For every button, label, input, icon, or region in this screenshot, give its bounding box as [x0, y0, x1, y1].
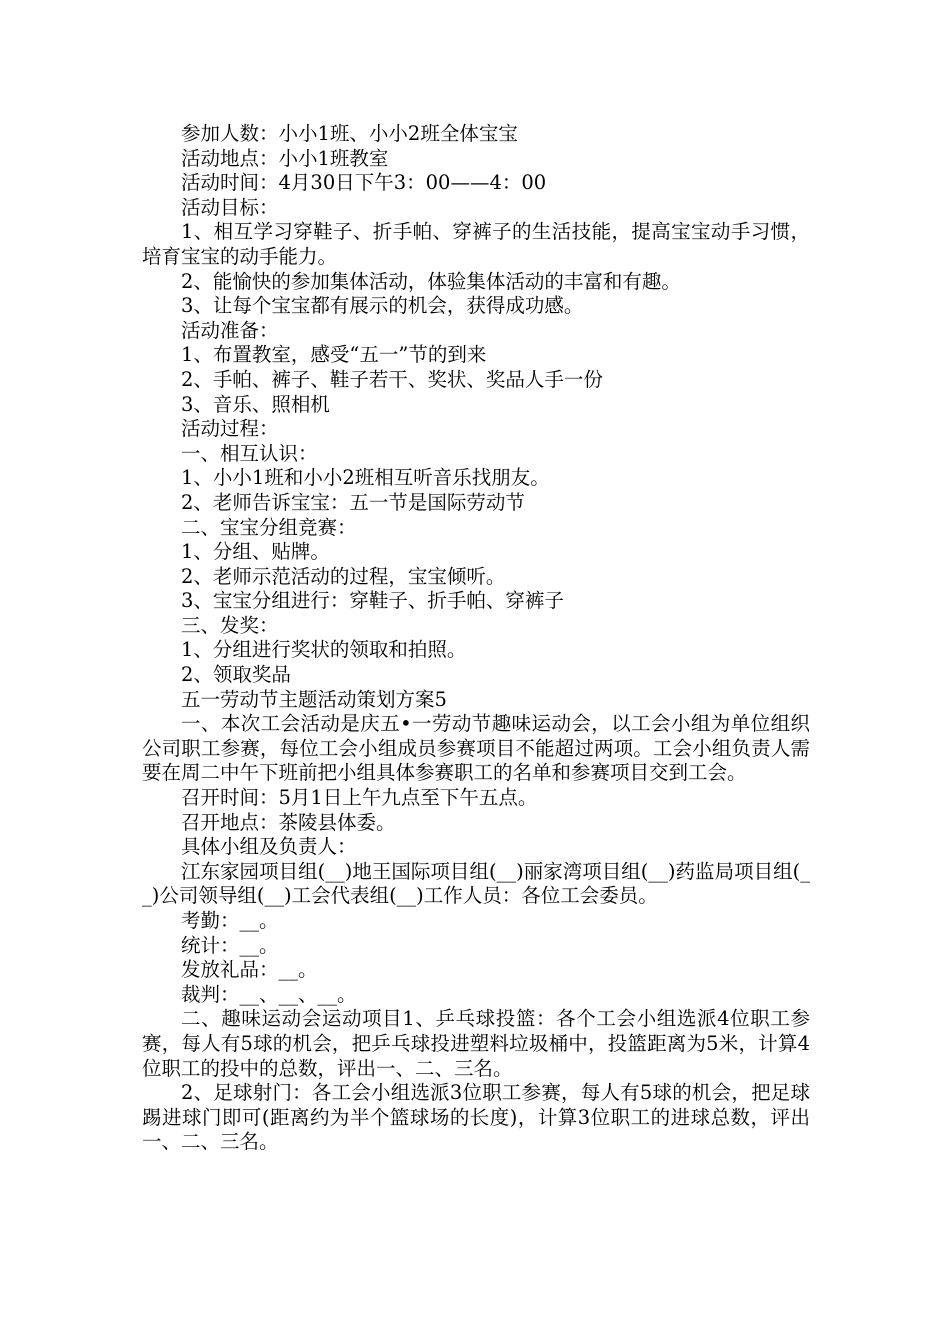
paragraph: 二、宝宝分组竞赛： — [181, 515, 357, 539]
paragraph: 参加人数：小小1班、小小2班全体宝宝 — [181, 122, 518, 145]
paragraph: 2、手帕、裤子、鞋子若干、奖状、奖品人手一份 — [181, 367, 603, 391]
paragraph: 3、宝宝分组进行：穿鞋子、折手帕、穿裤子 — [181, 589, 564, 613]
paragraph: 1、布置教室，感受“五一”节的到来 — [181, 343, 487, 367]
paragraph: 考勤：__。 — [181, 909, 279, 932]
paragraph: 活动准备： — [181, 318, 279, 342]
paragraph: 三、发奖： — [181, 613, 279, 637]
paragraph: 3、让每个宝宝都有展示的机会，获得成功感。 — [181, 294, 584, 318]
paragraph: 3、音乐、照相机 — [181, 392, 330, 416]
paragraph: 具体小组及负责人： — [181, 835, 357, 859]
paragraph: 一、相互认识： — [181, 441, 318, 465]
paragraph: 活动时间：4月30日下午3：00——4：00 — [181, 171, 547, 195]
paragraph: 1、分组进行奖状的领取和拍照。 — [181, 638, 467, 662]
paragraph: 统计：__。 — [181, 933, 279, 957]
paragraph: 1、分组、贴牌。 — [181, 540, 330, 564]
paragraph: 裁判：__、__、__。 — [181, 982, 357, 1006]
paragraph: 2、能愉快的参加集体活动，体验集体活动的丰富和有趣。 — [181, 269, 681, 293]
paragraph: 召开地点：茶陵县体委。 — [181, 810, 396, 834]
paragraph: 1、相互学习穿鞋子、折手帕、穿裤子的生活技能，提高宝宝动手习惯，培育宝宝的动手能力。 — [142, 220, 810, 268]
section-title: 五一劳动节主题活动策划方案5 — [181, 687, 447, 711]
paragraph: 召开时间：5月1日上午九点至下午五点。 — [181, 786, 538, 810]
paragraph: 1、小小1班和小小2班相互听音乐找朋友。 — [181, 466, 550, 490]
paragraph: 活动目标： — [181, 195, 279, 219]
paragraph: 2、领取奖品 — [181, 663, 291, 687]
paragraph: 2、足球射门：各工会小组选派3位职工参赛，每人有5球的机会，把足球踢进球门即可(距离约为半个篮球场的长度)，计算3位职工的进球总数，评出一、二、三名。 — [142, 1081, 810, 1154]
paragraph: 发放礼品：__。 — [181, 958, 318, 982]
paragraph: 活动地点：小小1班教室 — [181, 146, 389, 170]
paragraph: 2、老师告诉宝宝：五一节是国际劳动节 — [181, 490, 525, 514]
document-body — [142, 122, 810, 1155]
paragraph: 活动过程： — [181, 417, 279, 441]
paragraph: 二、趣味运动会运动项目1、乒乓球投篮：各个工会小组选派4位职工参赛，每人有5球的机会，把乒乓球投进塑料垃圾桶中，投篮距离为5米，计算4位职工的投中的总数，评出一、二、三名。 — [142, 1007, 810, 1080]
paragraph: 江东家园项目组(__)地王国际项目组(__)丽家湾项目组(__)药监局项目组(__)公司领导组(__)工会代表组(__)工作人员：各位工会委员。 — [142, 859, 810, 908]
paragraph: 一、本次工会活动是庆五•一劳动节趣味运动会，以工会小组为单位组织公司职工参赛，每位工会小组成员参赛项目不能超过两项。工会小组负责人需要在周二中午下班前把小组具体参赛职工的名单和参赛项目交到工会。 — [142, 712, 810, 785]
paragraph: 2、老师示范活动的过程，宝宝倾听。 — [181, 564, 506, 588]
